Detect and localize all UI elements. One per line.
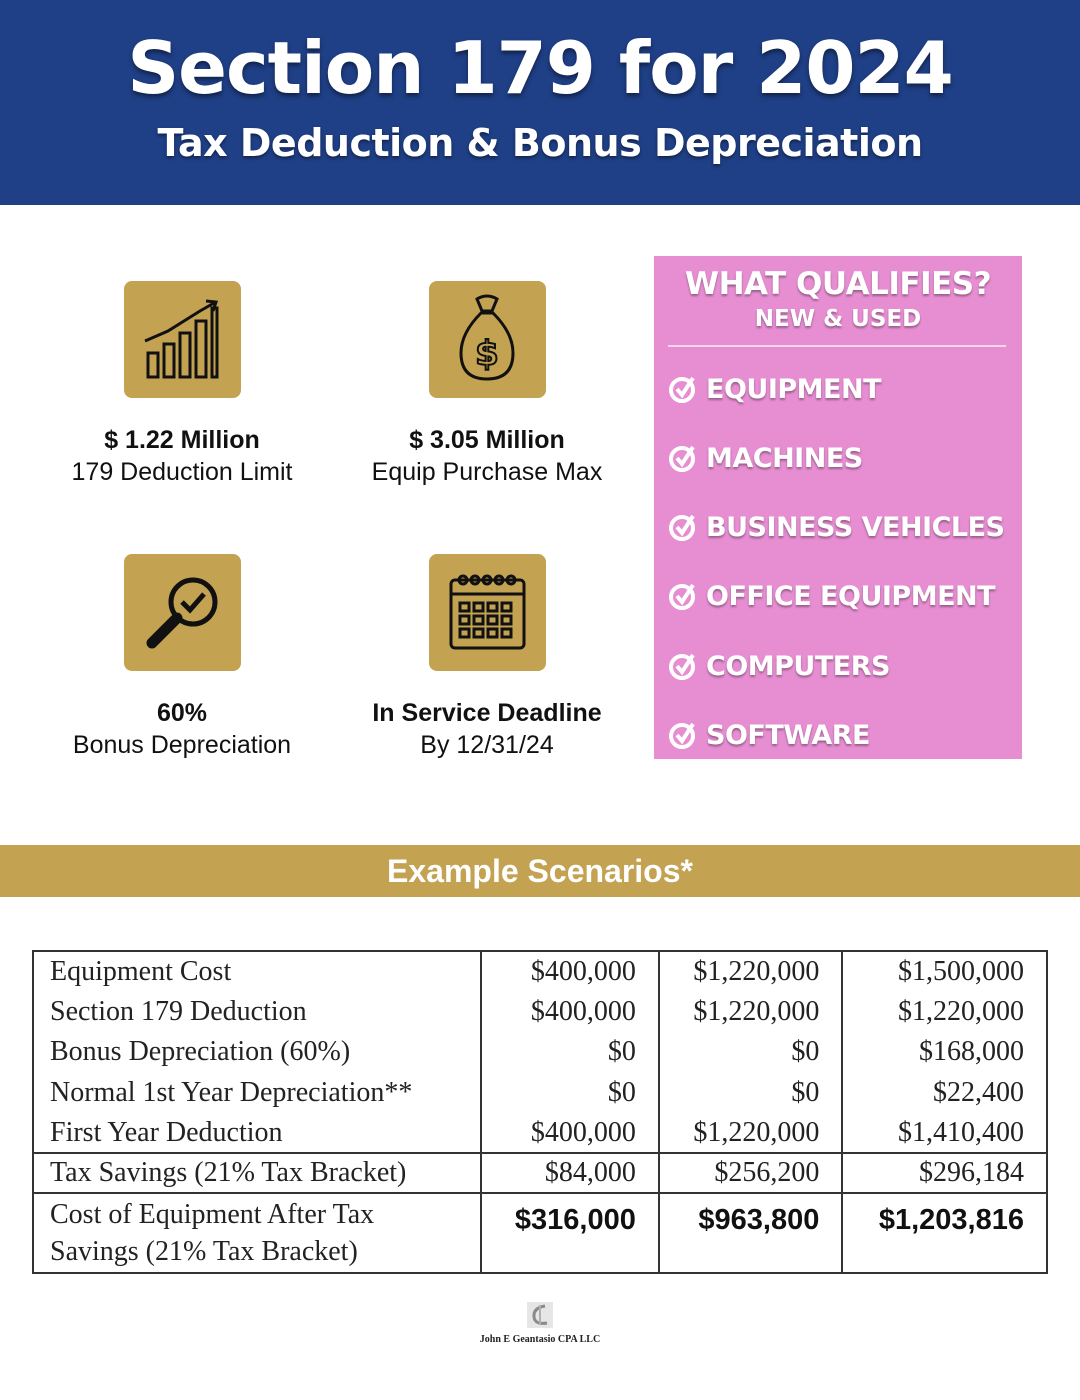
row-label: Bonus Depreciation (60%)	[33, 1032, 481, 1072]
growth-bar-chart-icon	[124, 281, 241, 398]
cell-value: $1,500,000	[842, 951, 1047, 992]
cell-value: $256,200	[659, 1153, 842, 1193]
section-band	[0, 845, 1080, 897]
header-banner	[0, 0, 1080, 205]
table-row-total	[33, 1193, 1047, 1273]
stat-bonus-depreciation	[32, 554, 332, 761]
qualifies-item	[668, 510, 1005, 544]
stat-value: 60%	[156, 699, 208, 727]
what-qualifies-panel	[654, 256, 1022, 759]
scenarios-heading: Example Scenarios*	[387, 853, 693, 889]
cell-value: $0	[659, 1032, 842, 1072]
stat-label: 179 Deduction Limit	[71, 458, 293, 486]
cell-value: $296,184	[842, 1153, 1047, 1193]
row-label: First Year Deduction	[33, 1113, 481, 1153]
cell-value: $1,220,000	[659, 951, 842, 992]
table-row	[33, 951, 1047, 992]
calendar-icon	[429, 554, 546, 671]
cell-value: $168,000	[842, 1032, 1047, 1072]
qualifies-item-label: COMPUTERS	[706, 650, 890, 682]
cell-value: $0	[659, 1072, 842, 1113]
table-row	[33, 1072, 1047, 1113]
table-row	[33, 1153, 1047, 1193]
stat-value: $ 3.05 Million	[409, 426, 565, 454]
firm-logo-icon	[525, 1300, 555, 1330]
check-circle-icon	[668, 443, 698, 473]
row-label: Normal 1st Year Depreciation**	[33, 1072, 481, 1113]
qualifies-item-label: MACHINES	[706, 442, 863, 474]
qualifies-item	[668, 579, 995, 613]
cell-value: $1,203,816	[842, 1193, 1047, 1273]
check-circle-icon	[668, 581, 698, 611]
cell-value: $84,000	[481, 1153, 659, 1193]
cell-value: $1,220,000	[659, 992, 842, 1032]
stat-value: In Service Deadline	[372, 699, 602, 727]
money-bag-icon	[429, 281, 546, 398]
qualifies-subtitle: NEW & USED	[754, 306, 922, 332]
magnifier-check-icon	[124, 554, 241, 671]
check-circle-icon	[668, 374, 698, 404]
row-label: Section 179 Deduction	[33, 992, 481, 1032]
row-label: Equipment Cost	[33, 951, 481, 992]
footer	[0, 1300, 1080, 1345]
check-circle-icon	[668, 720, 698, 750]
cell-value: $400,000	[481, 951, 659, 992]
qualifies-item-label: SOFTWARE	[706, 719, 870, 751]
stat-value: $ 1.22 Million	[104, 426, 260, 454]
firm-name: John E Geantasio CPA LLC	[479, 1334, 601, 1345]
qualifies-item	[668, 718, 870, 752]
cell-value: $22,400	[842, 1072, 1047, 1113]
qualifies-item-label: EQUIPMENT	[706, 373, 881, 405]
table-row	[33, 992, 1047, 1032]
qualifies-item-label: OFFICE EQUIPMENT	[706, 580, 996, 612]
cell-value: $400,000	[481, 992, 659, 1032]
stat-purchase-max	[337, 281, 637, 488]
row-label: Tax Savings (21% Tax Bracket)	[33, 1153, 481, 1193]
check-circle-icon	[668, 651, 698, 681]
scenarios-table	[32, 950, 1048, 1274]
row-label: Cost of Equipment After Tax Savings (21% Tax Bracket)	[33, 1193, 481, 1273]
qualifies-item	[668, 441, 863, 475]
cell-value: $0	[481, 1032, 659, 1072]
cell-value: $0	[481, 1072, 659, 1113]
qualifies-item	[668, 372, 881, 406]
qualifies-item-label: BUSINESS VEHICLES	[706, 511, 1005, 543]
stat-service-deadline	[337, 554, 637, 761]
page-title: Section 179 for 2024	[127, 26, 953, 110]
cell-value: $963,800	[659, 1193, 842, 1273]
cell-value: $1,220,000	[659, 1113, 842, 1153]
divider	[668, 345, 1006, 347]
cell-value: $1,410,400	[842, 1113, 1047, 1153]
cell-value: $1,220,000	[842, 992, 1047, 1032]
stat-label: Equip Purchase Max	[371, 458, 603, 486]
table-row	[33, 1113, 1047, 1153]
svg-text:$: $	[474, 334, 499, 374]
stat-label: By 12/31/24	[420, 731, 554, 759]
cell-value: $316,000	[481, 1193, 659, 1273]
stat-label: Bonus Depreciation	[72, 731, 292, 759]
page-subtitle: Tax Deduction & Bonus Depreciation	[157, 121, 923, 165]
qualifies-item	[668, 649, 890, 683]
qualifies-title: WHAT QUALIFIES?	[684, 266, 992, 302]
check-circle-icon	[668, 512, 698, 542]
stat-deduction-limit	[32, 281, 332, 488]
table-row	[33, 1032, 1047, 1072]
cell-value: $400,000	[481, 1113, 659, 1153]
